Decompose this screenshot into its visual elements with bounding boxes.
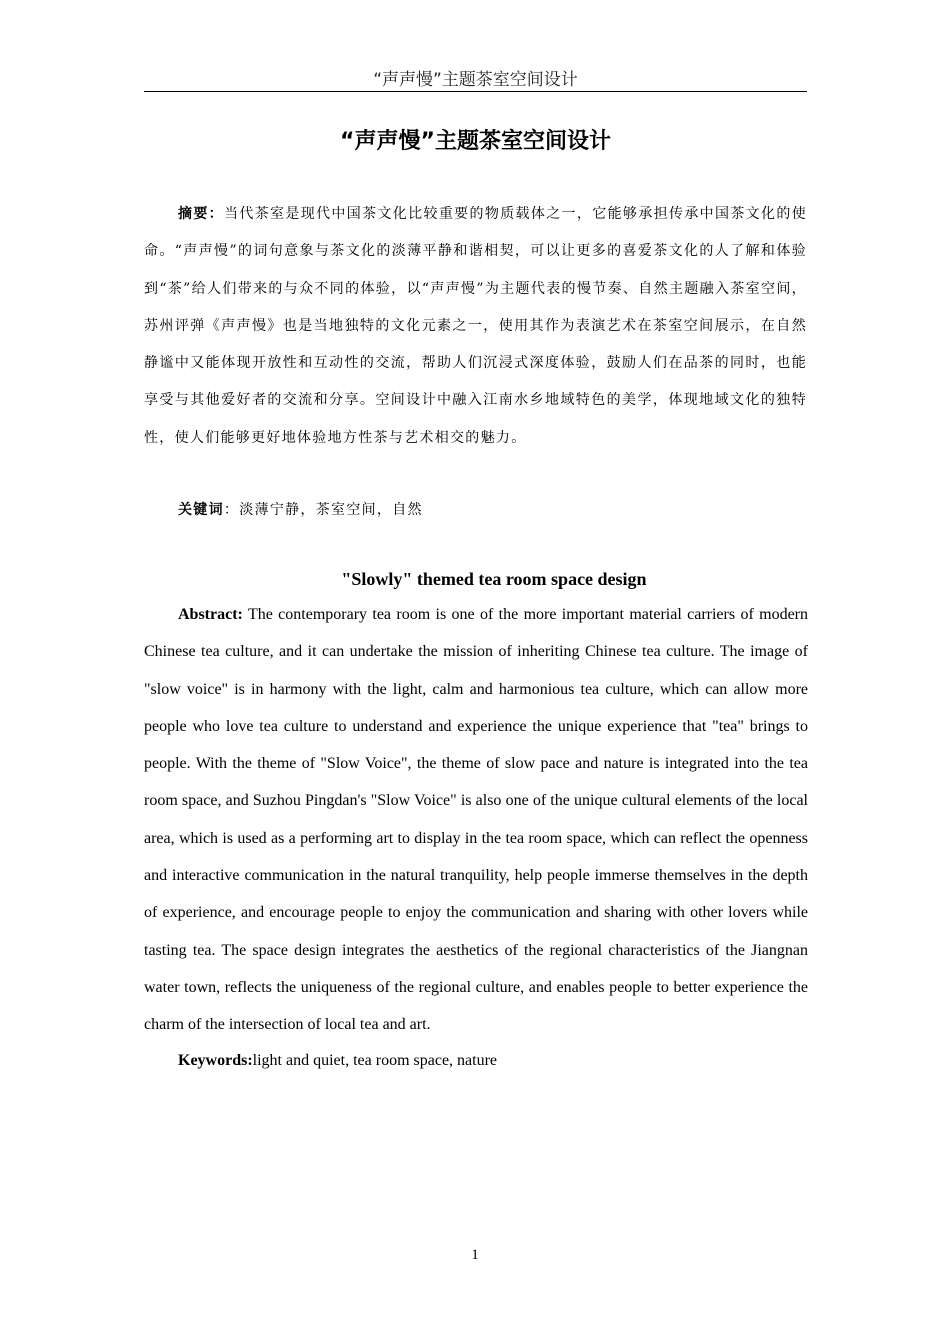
english-abstract-text: The contemporary tea room is one of the more important material carriers of modern Chinese tea culture, and it can undertake the mission of inheriting Chinese tea culture. The image of "slow voice" is in harmony with the light, calm and harmonious tea culture, which can allow more people who love tea culture to understand and experience the unique experience that "tea" brings to people. With the theme of "Slow Voice", the theme of slow pace and nature is integrated into the tea room space, and Suzhou Pingdan's "Slow Voice" is also one of the unique cultural elements of the local area, which is used as a performing art to display in the tea room space, which can reflect the openness and interactive communication in the natural tranquility, help people immerse themselves in the depth of experience, and encourage people to enjoy the communication and sharing with other lovers while tasting tea. The space design integrates the aesthetics of the regional characteristics of the Jiangnan water town, reflects the uniqueness of the regional culture, and enables people to better experience the charm of the intersection of local tea and art. [144, 606, 808, 1034]
running-header: “声声慢”主题茶室空间设计 [373, 70, 578, 90]
english-title: "Slowly" themed tea room space design [341, 569, 647, 589]
header-divider [144, 91, 807, 92]
english-keywords-text: light and quiet, tea room space, nature [252, 1052, 498, 1069]
english-keywords-label: Keywords: [178, 1052, 253, 1069]
english-keywords [178, 1042, 497, 1079]
chinese-keywords-label: 关键词 [178, 502, 224, 518]
chinese-abstract [144, 196, 807, 457]
chinese-keywords [178, 492, 423, 529]
chinese-keywords-text: 淡薄宁静，茶室空间，自然 [239, 502, 423, 518]
chinese-title: “声声慢”主题茶室空间设计 [340, 129, 611, 154]
page-number: 1 [471, 1247, 479, 1263]
chinese-abstract-text: 当代茶室是现代中国茶文化比较重要的物质载体之一，它能够承担传承中国茶文化的使命。“声声慢”的词句意象与茶文化的淡薄平静和谐相契，可以让更多的喜爱茶文化的人了解和体验到“茶”给人们带来的与众不同的体验，以“声声慢”为主题代表的慢节奏、自然主题融入茶室空间，苏州评弹《声声慢》也是当地独特的文化元素之一，使用其作为表演艺术在茶室空间展示，在自然静谧中又能体现开放性和互动性的交流，帮助人们沉浸式深度体验，鼓励人们在品茶的同时，也能享受与其他爱好者的交流和分享。空间设计中融入江南水乡地域特色的美学，体现地域文化的独特性，使人们能够更好地体验地方性茶与艺术相交的魅力。 [144, 206, 807, 446]
english-abstract-label: Abstract: [178, 606, 243, 623]
english-abstract [144, 596, 808, 1044]
chinese-abstract-label: 摘要： [178, 206, 225, 222]
chinese-keywords-colon: ： [223, 502, 240, 518]
